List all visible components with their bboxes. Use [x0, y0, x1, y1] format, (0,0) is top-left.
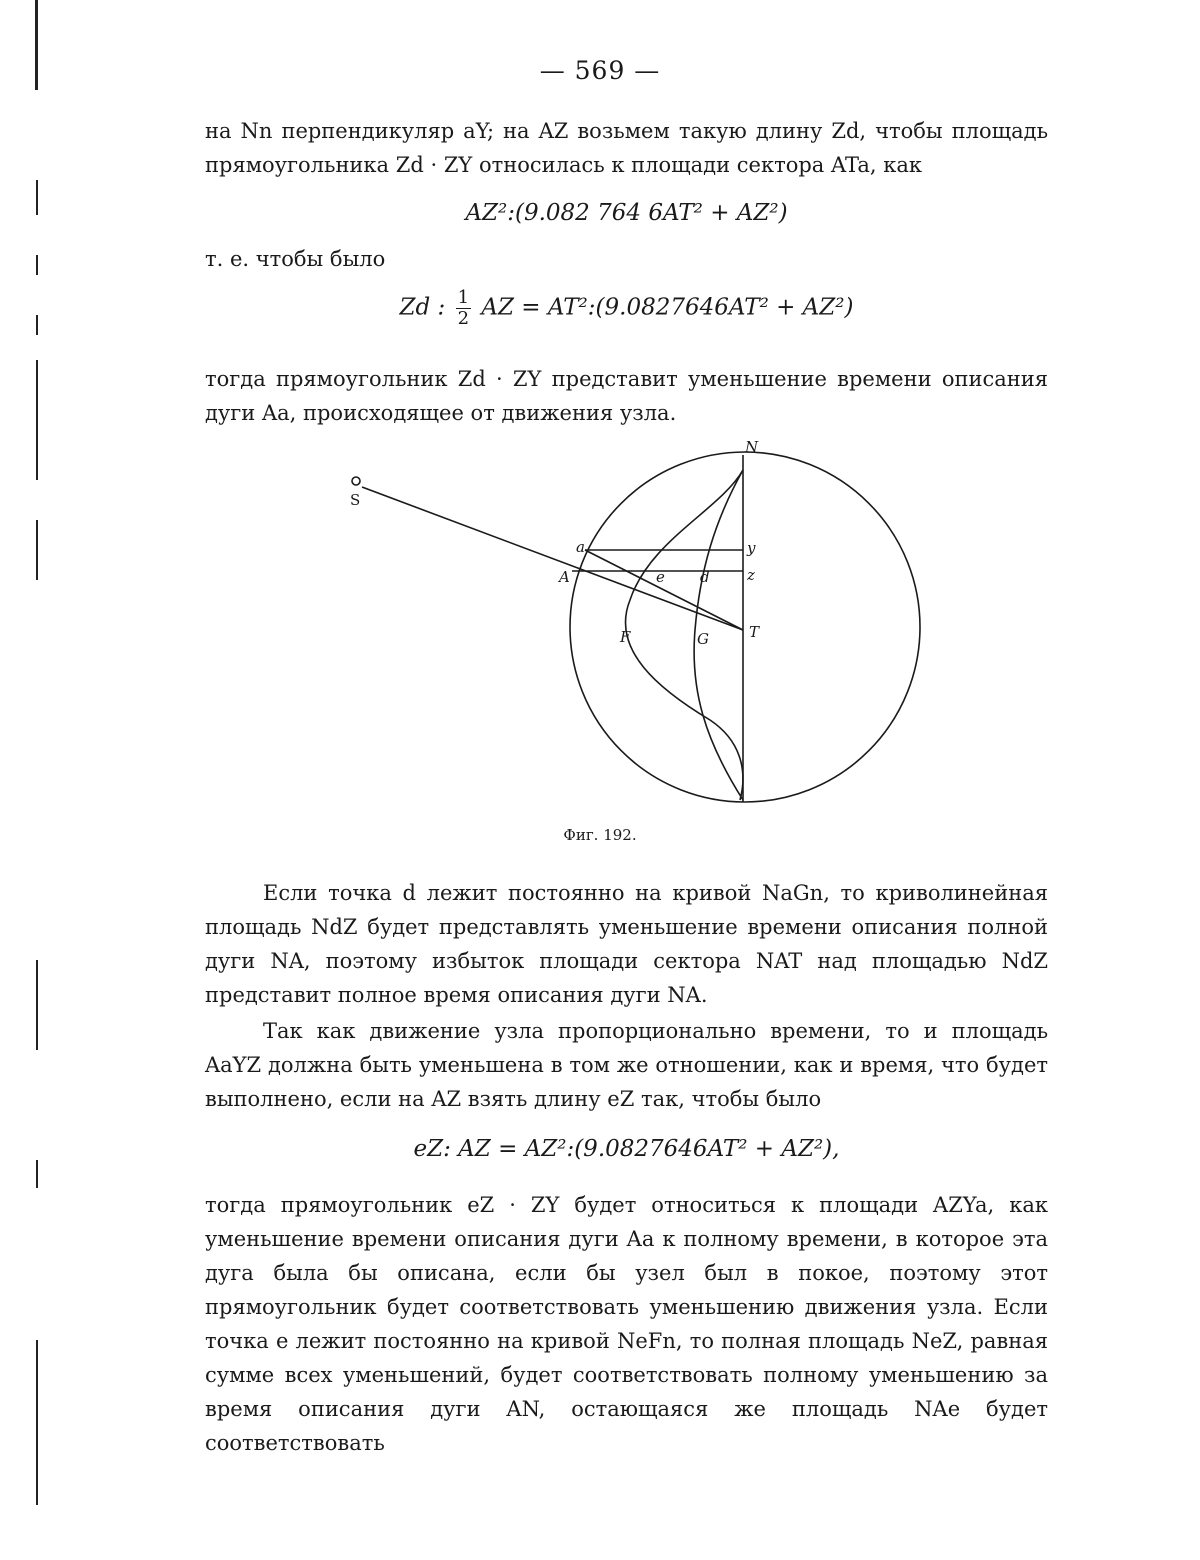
- paragraph-5: [205, 1188, 1048, 1460]
- label-S: S: [350, 491, 361, 509]
- label-e: e: [656, 568, 665, 586]
- formula-3: eZ: AZ = AZ²:(9.0827646AT² + AZ²),: [413, 1136, 840, 1162]
- label-d: d: [700, 568, 710, 586]
- label-a: a: [576, 538, 585, 556]
- line-S-T: [362, 487, 743, 630]
- label-G: G: [697, 630, 709, 648]
- page-number: — 569 —: [539, 56, 661, 85]
- paragraph-text: Если точка d лежит постоянно на кривой NaGn, то криволинейная площадь NdZ будет представлять уменьшение времени описания полной дуги NA, поэтому избыток площади сектора NAT над площадью NdZ представит полное время описания дуги NA.: [205, 881, 1048, 1007]
- label-T: T: [749, 623, 760, 641]
- label-Y: y: [747, 539, 756, 557]
- paragraph-4: [205, 1014, 1048, 1116]
- label-Z: z: [747, 566, 755, 584]
- paragraph-text: Так как движение узла пропорционально времени, то и площадь AaYZ должна быть уменьшена в том же отношении, как и время, что будет выполнено, если на AZ взять длину eZ так, чтобы было: [205, 1019, 1048, 1111]
- label-A: A: [559, 568, 570, 586]
- label-F: F: [620, 628, 631, 646]
- fraction-denominator: 2: [457, 308, 470, 329]
- figure-caption: Фиг. 192.: [563, 826, 637, 844]
- formula-2-right: AZ = AT²:(9.0827646AT² + AZ²): [481, 294, 854, 321]
- formula-1: AZ²:(9.082 764 6AT² + AZ²): [465, 200, 788, 226]
- paragraph-text: тогда прямоугольник Zd · ZY представит уменьшение времени описания дуги Aa, происходящее от движения узла.: [205, 367, 1048, 425]
- orbit-circle: [570, 452, 920, 802]
- label-N: N: [745, 438, 759, 456]
- paragraph-3: [205, 876, 1048, 1012]
- paragraph-text: тогда прямоугольник eZ · ZY будет относиться к площади AZYa, как уменьшение времени описания дуги Aa к полному времени, в которое эта дуга была бы описана, если бы узел был в покое, поэтому этот прямоугольник будет соответствовать уменьшению движения узла. Если точка e лежит постоянно на кривой NeFn, то полная площадь NeZ, равная сумме всех уменьшений, будет соответствовать полному уменьшению за время описания дуги AN, остающаяся же площадь NAe будет соответствовать: [205, 1193, 1048, 1455]
- paragraph-text: на Nn перпендикуляр aY; на AZ возьмем такую длину Zd, чтобы площадь прямоугольника Zd · ZY относилась к площади сектора ATa, как: [205, 119, 1048, 177]
- sun-marker: [352, 477, 360, 485]
- formula-2-left: Zd :: [399, 294, 446, 321]
- fraction-numerator: 1: [457, 287, 470, 308]
- curve-NaGn: [625, 470, 743, 800]
- line-a-T: [585, 550, 743, 630]
- te-text: т. е. чтобы было: [205, 247, 386, 271]
